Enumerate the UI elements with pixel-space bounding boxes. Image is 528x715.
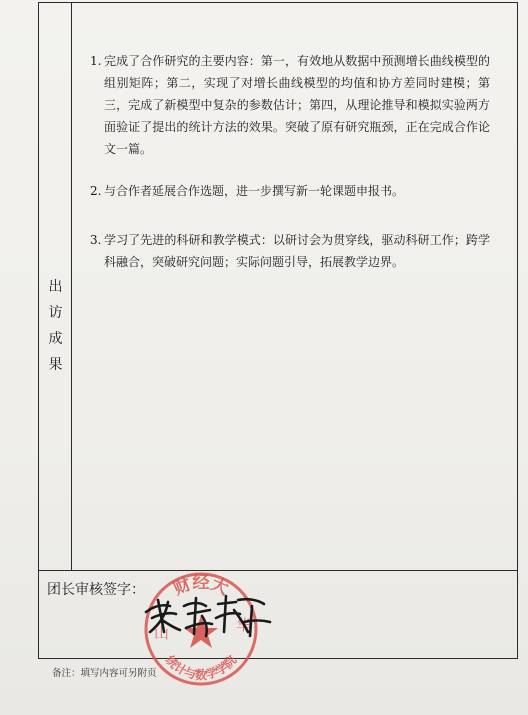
item-number: 3. [90,233,102,247]
handwritten-signature [140,588,288,642]
outcome-item-2 [90,180,490,202]
outcome-item-3 [90,229,490,273]
visit-outcome-label [42,274,70,378]
item-text: 学习了先进的科研和教学模式：以研讨会为贯穿线，驱动科研工作；跨学科融合，突破研究问题；实际问题引导，拓展教学边界。 [104,233,490,269]
seal-left-char: 山 [154,624,170,642]
seal-top-textpath: 财经大 [170,573,232,600]
column-divider [71,3,72,570]
seal-right-char: 华 [236,616,252,634]
seal-bottom-textpath: 统计与数学学院 [162,652,240,682]
row-divider [39,570,517,571]
item-number: 2. [90,184,102,198]
outcome-table [38,2,518,659]
outcome-item-1 [90,50,490,160]
outcome-list [90,50,490,273]
item-text: 与合作者延展合作选题，进一步撰写新一轮课题申报书。 [104,184,405,198]
label-line-1: 出访 [48,279,64,321]
review-signature-label: 团长审核签字： [47,582,145,598]
item-number: 1. [90,54,102,68]
label-line-2: 成果 [48,331,64,373]
item-text: 完成了合作研究的主要内容：第一，有效地从数据中预测增长曲线模型的组别矩阵；第二，实现了对增长曲线模型的均值和协方差同时建模；第三，完成了新模型中复杂的参数估计；第四，从理论推导和模拟实验两方面验证了提出的统计方法的效果。突破了原有研究瓶颈，正在完成合作论文一篇。 [104,54,490,156]
footer-note: 备注：填写内容可另附页 [52,668,157,679]
